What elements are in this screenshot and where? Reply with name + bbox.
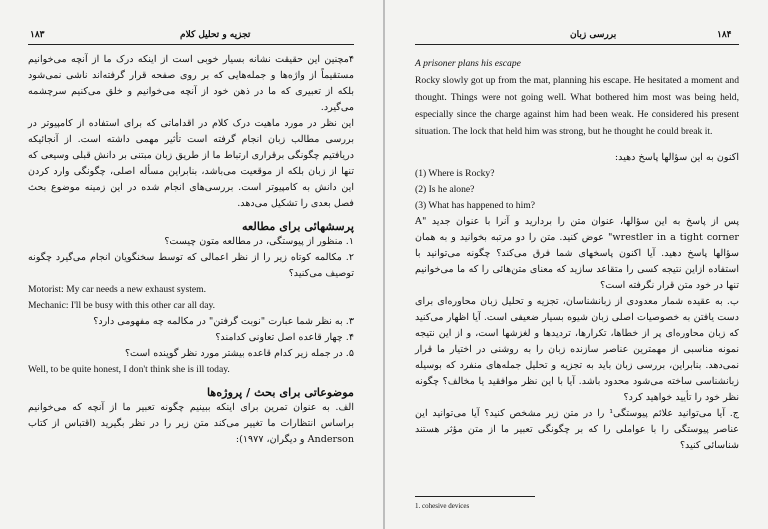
story-text: Rocky slowly got up from the mat, planning his escape. He hesitated a moment and thought. Things were not going well. What bothered him most was being held, especially since the charge against him had been weak. He considered his present situation. The lock that held him was strong, but he thought he could break it. <box>415 75 739 137</box>
section-heading: موضوعاتی برای بحث / پروژه‌ها <box>207 385 354 399</box>
question-en: (2) Is he alone? <box>415 184 475 195</box>
prompt: اکنون به این سؤالها پاسخ دهید: <box>614 152 739 163</box>
left-page <box>0 0 383 529</box>
question: ۳. به نظر شما عبارت "نوبت گرفتن" در مکالمه چه مفهومی دارد؟ <box>93 316 354 327</box>
left-page-body <box>28 52 354 448</box>
question-en: (1) Where is Rocky? <box>415 168 495 179</box>
right-page <box>385 0 768 529</box>
question: ۵. در جمله زیر کدام قاعده بیشتر مورد نظر گوینده است؟ <box>124 348 354 359</box>
paragraph: الف. به عنوان تمرین برای اینکه ببینیم چگونه تعبیر ما از آنچه که می‌خوانیم براساس انتظارات ما تغییر می‌کند متن زیر را در نظر بگیرید (اقتباس از کتاب Anderson و دیگران، ۱۹۷۷): <box>28 402 354 445</box>
question: ۱. منظور از پیوستگی، در مطالعه متون چیست؟ <box>164 236 354 247</box>
page-number: ۱۸۴ <box>717 30 732 40</box>
dialogue-line: Mechanic: I'll be busy with this other car all day. <box>28 300 216 311</box>
paragraph: این نظر در مورد ماهیت درک کلام در اقداماتی که برای استفاده از کامپیوتر در بررسی مطالب زبان انجام گرفته است تأثیر مهمی داشته است. از آنجائیکه دریافتیم چگونگی برقراری ارتباط ما از طریق زبان مبتنی بر دانش قبلی وسیعی که تنها از زبان بلکه از موقعیت می‌باشد، بنابراین مسأله اصلی، چگونگی وارد کردن این دانش به کامپیوتر است. بررسی‌های انجام شده در این زمینه موضوع بحث فصل بعدی را تشکیل می‌دهد. <box>28 118 354 209</box>
header-rule <box>415 44 739 45</box>
footnote: 1. cohesive devices <box>415 502 470 510</box>
example-sentence: Well, to be quite honest, I don't think she is ill today. <box>28 364 230 375</box>
section-heading: پرسشهائی برای مطالعه <box>242 219 354 233</box>
running-head: بررسی زبان <box>570 30 617 40</box>
paragraph: ج. آیا می‌توانید علائم پیوستگی¹ را در متن زیر مشخص کنید؟ آیا می‌توانید این عناصر پیوستگی را با عواملی را که بر چگونگی تعبیر ما از متن مؤثر هستند شناسائی کنید؟ <box>415 408 740 451</box>
footnote-rule <box>415 496 535 497</box>
question-en: (3) What has happened to him? <box>415 200 535 211</box>
paragraph: ب. به عقیده شمار معدودی از زبانشناسان، تجزیه و تحلیل زبان محاوره‌ای برای دست یافتن به خصوصیات اصلی زبان شیوه بسیار ضعیفی است. آیا اظهار می‌کنید که زبان محاوره‌ای پر از خطاها، تکرارها، تردیدها و لغزشها است، و از این نتیجه نمونه مناسبی از مهمترین عناصر سازنده زبان را به روشنی در اختیار ما قرار نمی‌دهد. بنابراین، بررسی زبان باید به تجزیه و تحلیل جمله‌های منفرد که بوسیله زبانشناسی ساخته می‌شود محدود باشد. آیا با این نظر موافقید یا مخالف؟ چگونه نظر خود را تأیید خواهید کرد؟ <box>415 296 739 403</box>
question: ۲. مکالمه کوتاه زیر را از نظر اعمالی که توسط سخنگویان انجام می‌گیرد چگونه توصیف می‌کنید؟ <box>28 252 354 279</box>
paragraph: پس از پاسخ به این سؤالها، عنوان متن را بردارید و آنرا با عنوان جدید "A wrestler in a tight corner" عوض کنید. متن را دو مرتبه بخوانید و به همان سؤالها پاسخ دهید. آیا اکنون پاسخهای شما فرق می‌کند؟ چگونه می‌توانید با استفاده ازاین نتیجه کسی را متقاعد سازید که معنای متن‌هائی را که ما می‌خوانیم تنها در خود متن قرار نگرفته است؟ <box>415 216 740 291</box>
running-head: تجزیه و تحلیل کلام <box>180 30 251 40</box>
paragraph: ۴مچنین این حقیقت نشانه بسیار خوبی است از اینکه درک ما از آنچه می‌خوانیم مستقیماً از واژه‌ها و جمله‌هایی که بر روی صفحه قرار گرفته‌اند ناشی نمی‌شود بلکه از تعبیری که ما در ذهن خود از آنچه می‌خوانیم و خلق می‌کنیم سرچشمه می‌گیرد. <box>28 54 354 113</box>
page-number: ۱۸۳ <box>30 30 45 40</box>
header-rule <box>28 44 354 45</box>
right-page-body <box>415 56 739 454</box>
dialogue-line: Motorist: My car needs a new exhaust system. <box>28 284 206 295</box>
story-title: A prisoner plans his escape <box>415 58 521 69</box>
question: ۴. چهار قاعده اصل تعاونی کدامند؟ <box>215 332 354 343</box>
